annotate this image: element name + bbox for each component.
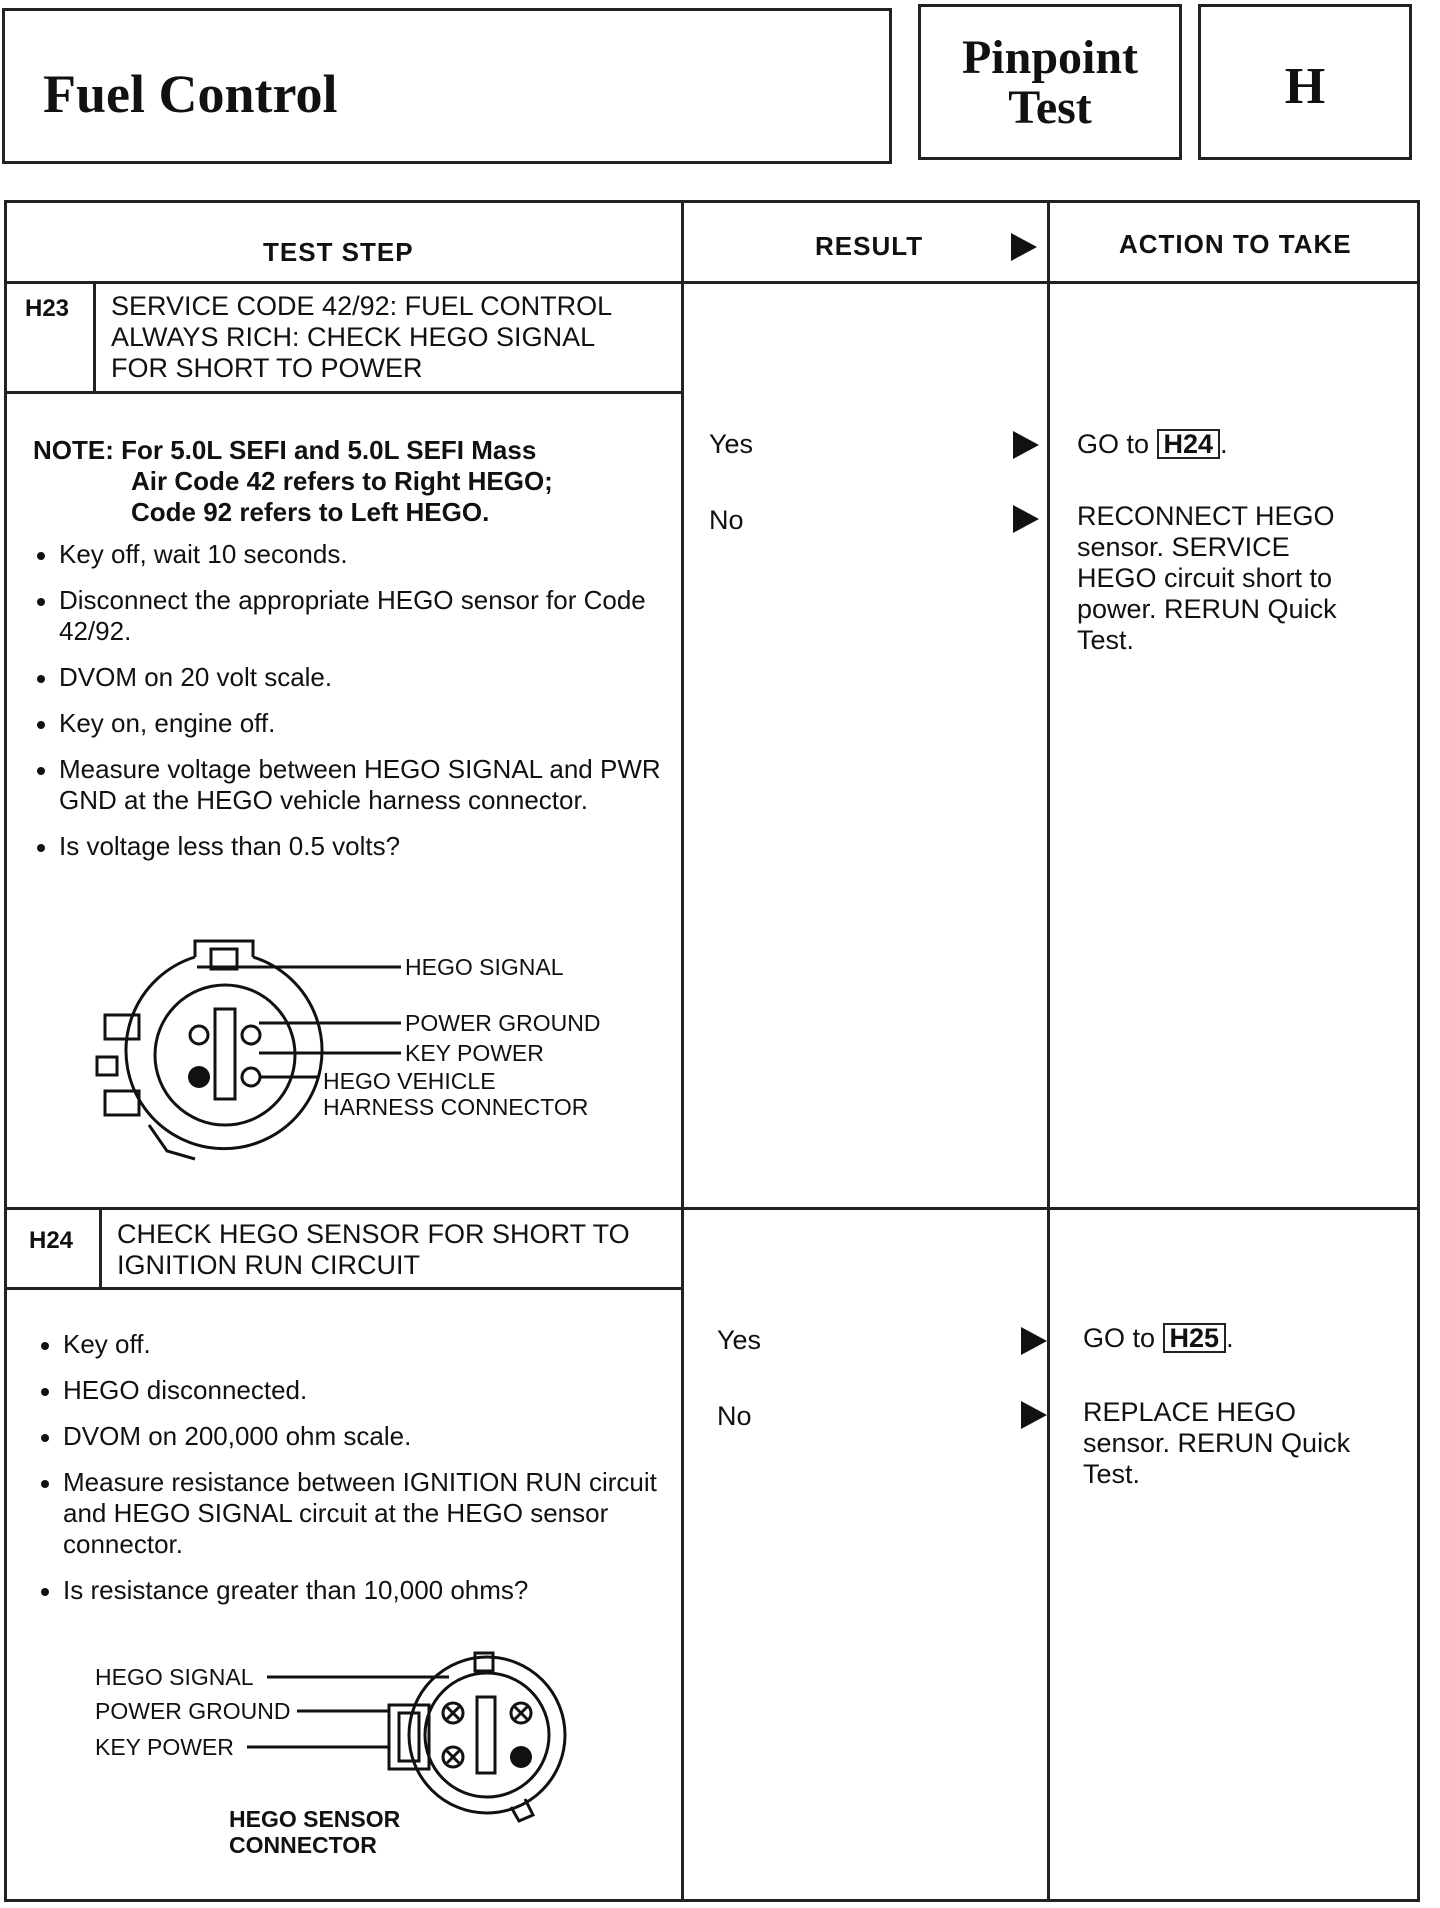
h23-step-id: H23 — [25, 295, 70, 322]
action-text: . — [1226, 1323, 1234, 1353]
h23-note-line: Air Code 42 refers to Right HEGO; — [131, 466, 553, 496]
list-item: HEGO disconnected. — [37, 1375, 667, 1406]
test-letter-box — [1198, 4, 1412, 160]
h24-title-divider — [7, 1287, 681, 1290]
diagram-caption: HARNESS CONNECTOR — [323, 1094, 589, 1120]
step-ref-h25: H25 — [1163, 1323, 1227, 1353]
list-item: Measure resistance between IGNITION RUN circuit and HEGO SIGNAL circuit at the HEGO sensor connector. — [37, 1467, 667, 1560]
diagram-label: POWER GROUND — [95, 1698, 291, 1724]
h24-title-line: IGNITION RUN CIRCUIT — [117, 1250, 420, 1280]
diagram-caption: HEGO SENSOR — [229, 1806, 401, 1832]
h23-action-no — [1077, 501, 1337, 656]
test-label: Test — [1008, 81, 1092, 134]
list-item: DVOM on 200,000 ohm scale. — [37, 1421, 667, 1452]
arrow-icon — [1011, 233, 1037, 261]
pinpoint-test-box — [918, 4, 1182, 160]
step-divider — [7, 1207, 1417, 1210]
col-header-result: RESULT — [815, 231, 924, 261]
test-letter: H — [1284, 58, 1326, 115]
h23-title-line: ALWAYS RICH: CHECK HEGO SIGNAL — [111, 322, 596, 352]
diagram-label: POWER GROUND — [405, 1010, 601, 1036]
h24-action-yes — [1083, 1323, 1234, 1354]
col-divider-1 — [681, 203, 684, 1899]
list-item: Key on, engine off. — [33, 708, 673, 739]
arrow-icon — [1021, 1401, 1047, 1429]
h23-title-line: FOR SHORT TO POWER — [111, 353, 423, 383]
h23-result-no: No — [709, 505, 744, 535]
list-item: Measure voltage between HEGO SIGNAL and PWR GND at the HEGO vehicle harness connector. — [33, 754, 673, 816]
diagram-caption: HEGO VEHICLE — [323, 1068, 496, 1094]
col-header-action: ACTION TO TAKE — [1119, 229, 1352, 259]
arrow-icon — [1013, 431, 1039, 459]
h24-action-no — [1083, 1397, 1350, 1490]
header-divider — [7, 281, 1417, 284]
h23-step-title — [111, 291, 612, 384]
diagram-label: HEGO SIGNAL — [95, 1664, 254, 1690]
action-line: sensor. RERUN Quick — [1083, 1428, 1351, 1458]
action-line: HEGO circuit short to — [1077, 563, 1333, 593]
h23-id-divider — [93, 281, 96, 393]
h24-id-divider — [99, 1207, 102, 1289]
title-box — [2, 8, 892, 164]
arrow-icon — [1013, 505, 1039, 533]
pinpoint-label: Pinpoint — [961, 31, 1139, 84]
action-line: REPLACE HEGO — [1083, 1397, 1297, 1427]
h24-connector-diagram — [77, 1639, 637, 1869]
action-text: GO to — [1083, 1323, 1156, 1353]
h23-result-yes: Yes — [709, 429, 754, 459]
action-text: . — [1220, 429, 1228, 459]
h24-result-yes: Yes — [717, 1325, 762, 1355]
list-item: Key off, wait 10 seconds. — [33, 539, 673, 570]
h23-title-line: SERVICE CODE 42/92: FUEL CONTROL — [111, 291, 613, 321]
action-line: Test. — [1083, 1459, 1141, 1489]
list-item: Disconnect the appropriate HEGO sensor for Code 42/92. — [33, 585, 673, 647]
h23-title-divider — [7, 391, 681, 394]
diagram-label: KEY POWER — [405, 1040, 544, 1066]
action-line: power. RERUN Quick — [1077, 594, 1337, 624]
list-item: Is resistance greater than 10,000 ohms? — [37, 1575, 667, 1606]
h23-action-yes — [1077, 429, 1228, 460]
action-text: GO to — [1077, 429, 1150, 459]
list-item: Is voltage less than 0.5 volts? — [33, 831, 673, 862]
action-line: sensor. SERVICE — [1077, 532, 1290, 562]
diagram-label: HEGO SIGNAL — [405, 954, 564, 980]
h23-note-line: Code 92 refers to Left HEGO. — [131, 497, 490, 527]
h24-step-title — [117, 1219, 630, 1281]
list-item: DVOM on 20 volt scale. — [33, 662, 673, 693]
diagram-caption: CONNECTOR — [229, 1832, 377, 1858]
action-line: RECONNECT HEGO — [1077, 501, 1335, 531]
list-item: Key off. — [37, 1329, 667, 1360]
col-divider-2 — [1047, 203, 1050, 1899]
pinpoint-table — [4, 200, 1420, 1902]
h24-step-id: H24 — [29, 1227, 74, 1254]
page-title: Fuel Control — [43, 64, 338, 124]
h23-note-line: NOTE: For 5.0L SEFI and 5.0L SEFI Mass — [33, 435, 537, 465]
h24-result-no: No — [717, 1401, 752, 1431]
col-header-test-step: TEST STEP — [263, 237, 414, 267]
h23-connector-diagram — [87, 927, 647, 1177]
diagram-label: KEY POWER — [95, 1734, 234, 1760]
h23-note — [33, 435, 553, 528]
action-line: Test. — [1077, 625, 1135, 655]
h24-bullet-list — [37, 1329, 667, 1621]
h24-title-line: CHECK HEGO SENSOR FOR SHORT TO — [117, 1219, 630, 1249]
step-ref-h24: H24 — [1157, 429, 1221, 459]
h23-bullet-list — [33, 539, 673, 877]
arrow-icon — [1021, 1327, 1047, 1355]
